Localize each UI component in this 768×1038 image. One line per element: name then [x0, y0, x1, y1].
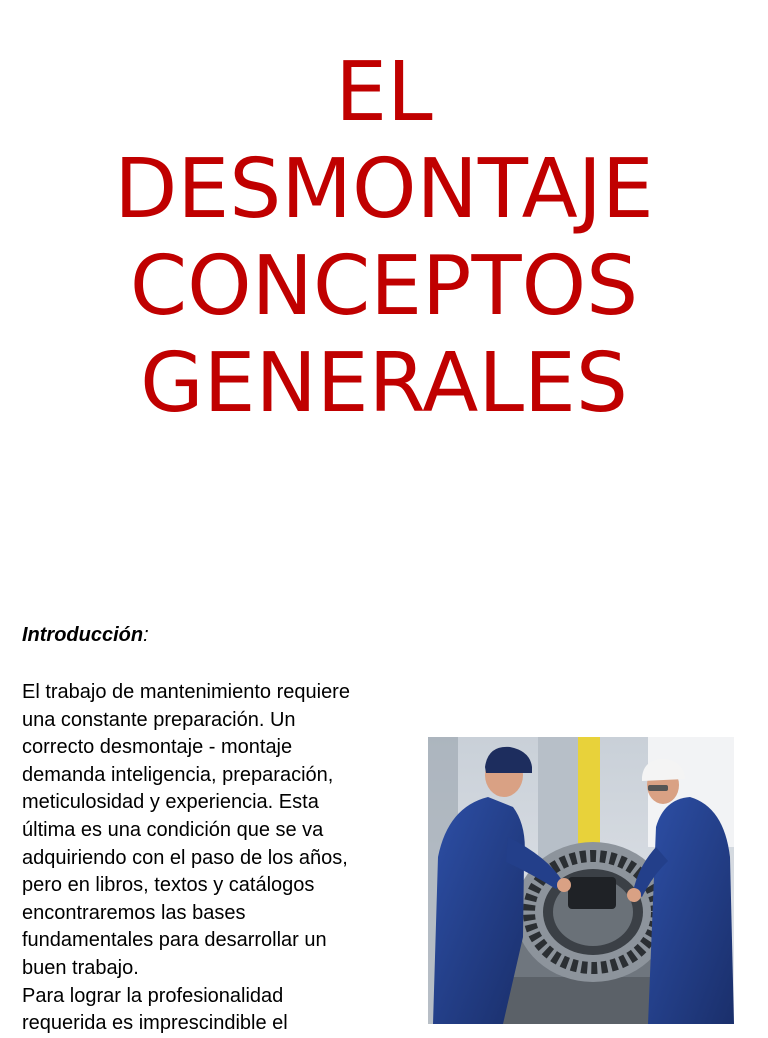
- intro-heading: [22, 624, 149, 647]
- paragraph-line: correcto desmontaje - montaje: [22, 736, 293, 759]
- intro-paragraph: [22, 679, 422, 1038]
- title-line-1: EL: [335, 45, 433, 140]
- paragraph-line: requerida es imprescindible el: [22, 1012, 288, 1035]
- intro-heading-colon: :: [143, 624, 149, 646]
- title-line-4: GENERALES: [140, 336, 628, 431]
- technicians-bearing-illustration: [428, 737, 734, 1024]
- document-title: [0, 44, 768, 432]
- paragraph-line: pero en libros, textos y catálogos: [22, 874, 315, 897]
- technicians-photo: [428, 737, 734, 1024]
- paragraph-line: Para lograr la profesionalidad: [22, 984, 284, 1007]
- paragraph-line: encontraremos las bases: [22, 901, 246, 924]
- intro-heading-text: Introducción: [22, 624, 144, 646]
- paragraph-line: adquiriendo con el paso de los años,: [22, 846, 348, 869]
- paragraph-line: fundamentales para desarrollar un: [22, 929, 327, 952]
- title-line-3: CONCEPTOS: [129, 239, 639, 334]
- paragraph-line: meticulosidad y experiencia. Esta: [22, 791, 319, 814]
- paragraph-line: El trabajo de mantenimiento requiere: [22, 681, 350, 703]
- paragraph-line: buen trabajo.: [22, 956, 139, 979]
- title-line-2: DESMONTAJE: [114, 142, 654, 237]
- paragraph-line: una constante preparación. Un: [22, 708, 296, 731]
- paragraph-line: última es una condición que se va: [22, 818, 324, 841]
- paragraph-line: demanda inteligencia, preparación,: [22, 763, 334, 786]
